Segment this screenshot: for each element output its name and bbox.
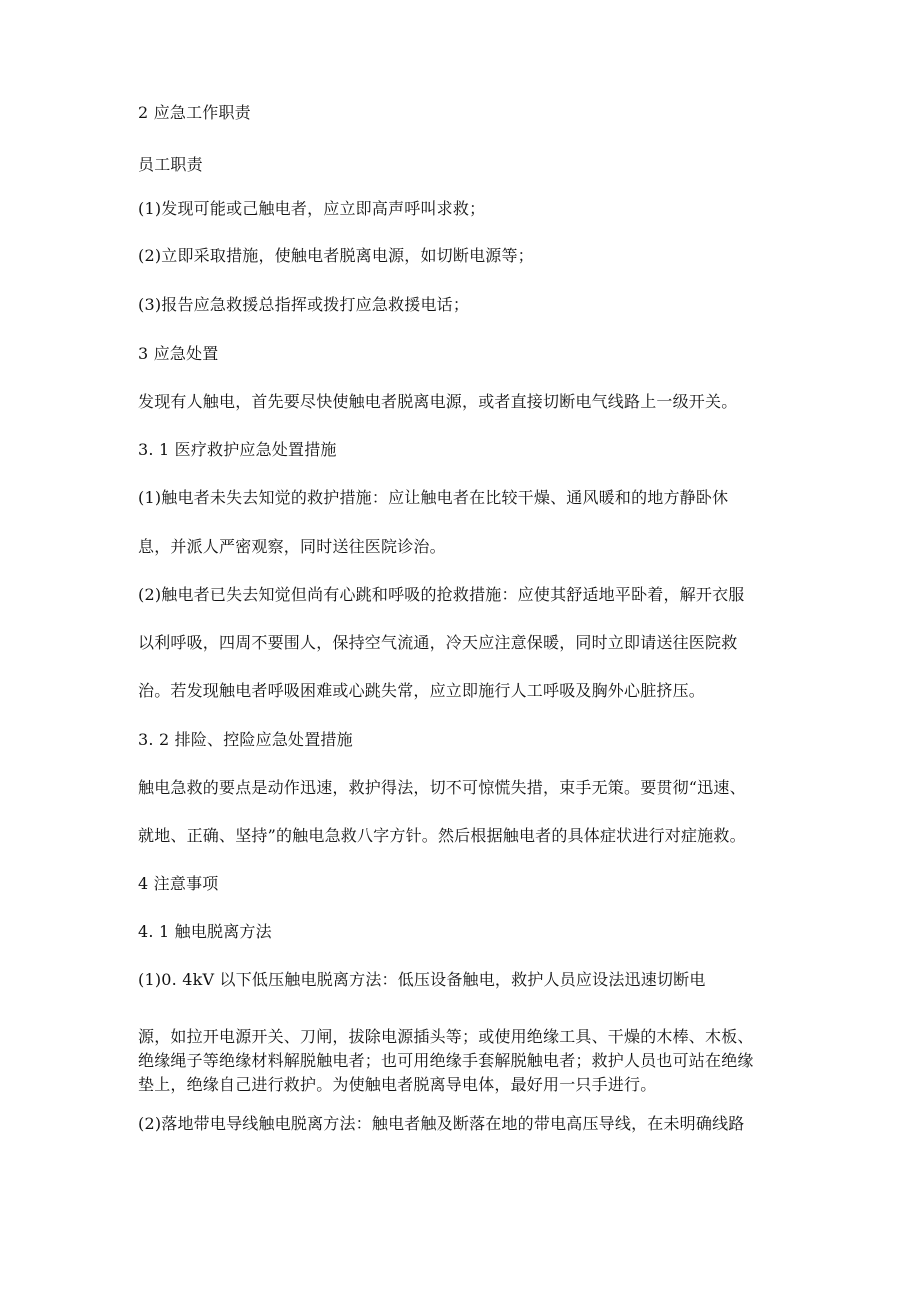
paragraph-line: 以利呼吸，四周不要围人，保持空气流通，冷天应注意保暖，同时立即请送往医院救 <box>138 633 738 652</box>
paragraph-line: (2)立即采取措施，使触电者脱离电源，如切断电源等； <box>138 246 534 265</box>
heading-release-methods: 4. 1 触电脱离方法 <box>138 922 272 941</box>
paragraph-line: 息，并派人严密观察，同时送往医院诊治。 <box>138 537 446 556</box>
paragraph-line: 绝缘绳子等绝缘材料解脱触电者；也可用绝缘手套解脱触电者；救护人员也可站在绝缘 <box>138 1051 754 1070</box>
paragraph-line: (1)触电者未失去知觉的救护措施：应让触电者在比较干燥、通风暖和的地方静卧休 <box>138 488 729 507</box>
paragraph-line: 垫上，绝缘自己进行救护。为使触电者脱离导电体，最好用一只手进行。 <box>138 1075 657 1094</box>
paragraph-line: 治。若发现触电者呼吸困难或心跳失常，应立即施行人工呼吸及胸外心脏挤压。 <box>138 681 706 700</box>
paragraph-line: 发现有人触电，首先要尽快使触电者脱离电源，或者直接切断电气线路上一级开关。 <box>138 392 738 411</box>
heading-emergency-duties: 2 应急工作职责 <box>138 103 251 122</box>
paragraph-line: (2)触电者已失去知觉但尚有心跳和呼吸的抢救措施：应使其舒适地平卧着，解开衣服 <box>138 585 745 604</box>
paragraph-line: (1)发现可能或己触电者，应立即高声呼叫求救； <box>138 199 486 218</box>
paragraph-line: 就地、正确、坚持”的触电急救八字方针。然后根据触电者的具体症状进行对症施救。 <box>138 826 746 845</box>
heading-emergency-handling: 3 应急处置 <box>138 344 219 363</box>
subheading-staff-duties: 员工职责 <box>138 155 203 174</box>
heading-hazard-control: 3. 2 排险、控险应急处置措施 <box>138 730 353 749</box>
paragraph-line: (2)落地带电导线触电脱离方法：触电者触及断落在地的带电高压导线，在未明确线路 <box>138 1114 745 1133</box>
heading-precautions: 4 注意事项 <box>138 874 219 893</box>
heading-medical-rescue: 3. 1 医疗救护应急处置措施 <box>138 440 337 459</box>
paragraph-line: (1)0. 4kV 以下低压触电脱离方法：低压设备触电，救护人员应设法迅速切断电 <box>138 970 706 989</box>
paragraph-line: 源，如拉开电源开关、刀闸，拔除电源插头等；或使用绝缘工具、干燥的木棒、木板、 <box>138 1027 754 1046</box>
paragraph-line: 触电急救的要点是动作迅速，救护得法，切不可惊慌失措，束手无策。要贯彻“迅速、 <box>138 778 746 797</box>
paragraph-line: (3)报告应急救援总指挥或拨打应急救援电话； <box>138 295 470 314</box>
